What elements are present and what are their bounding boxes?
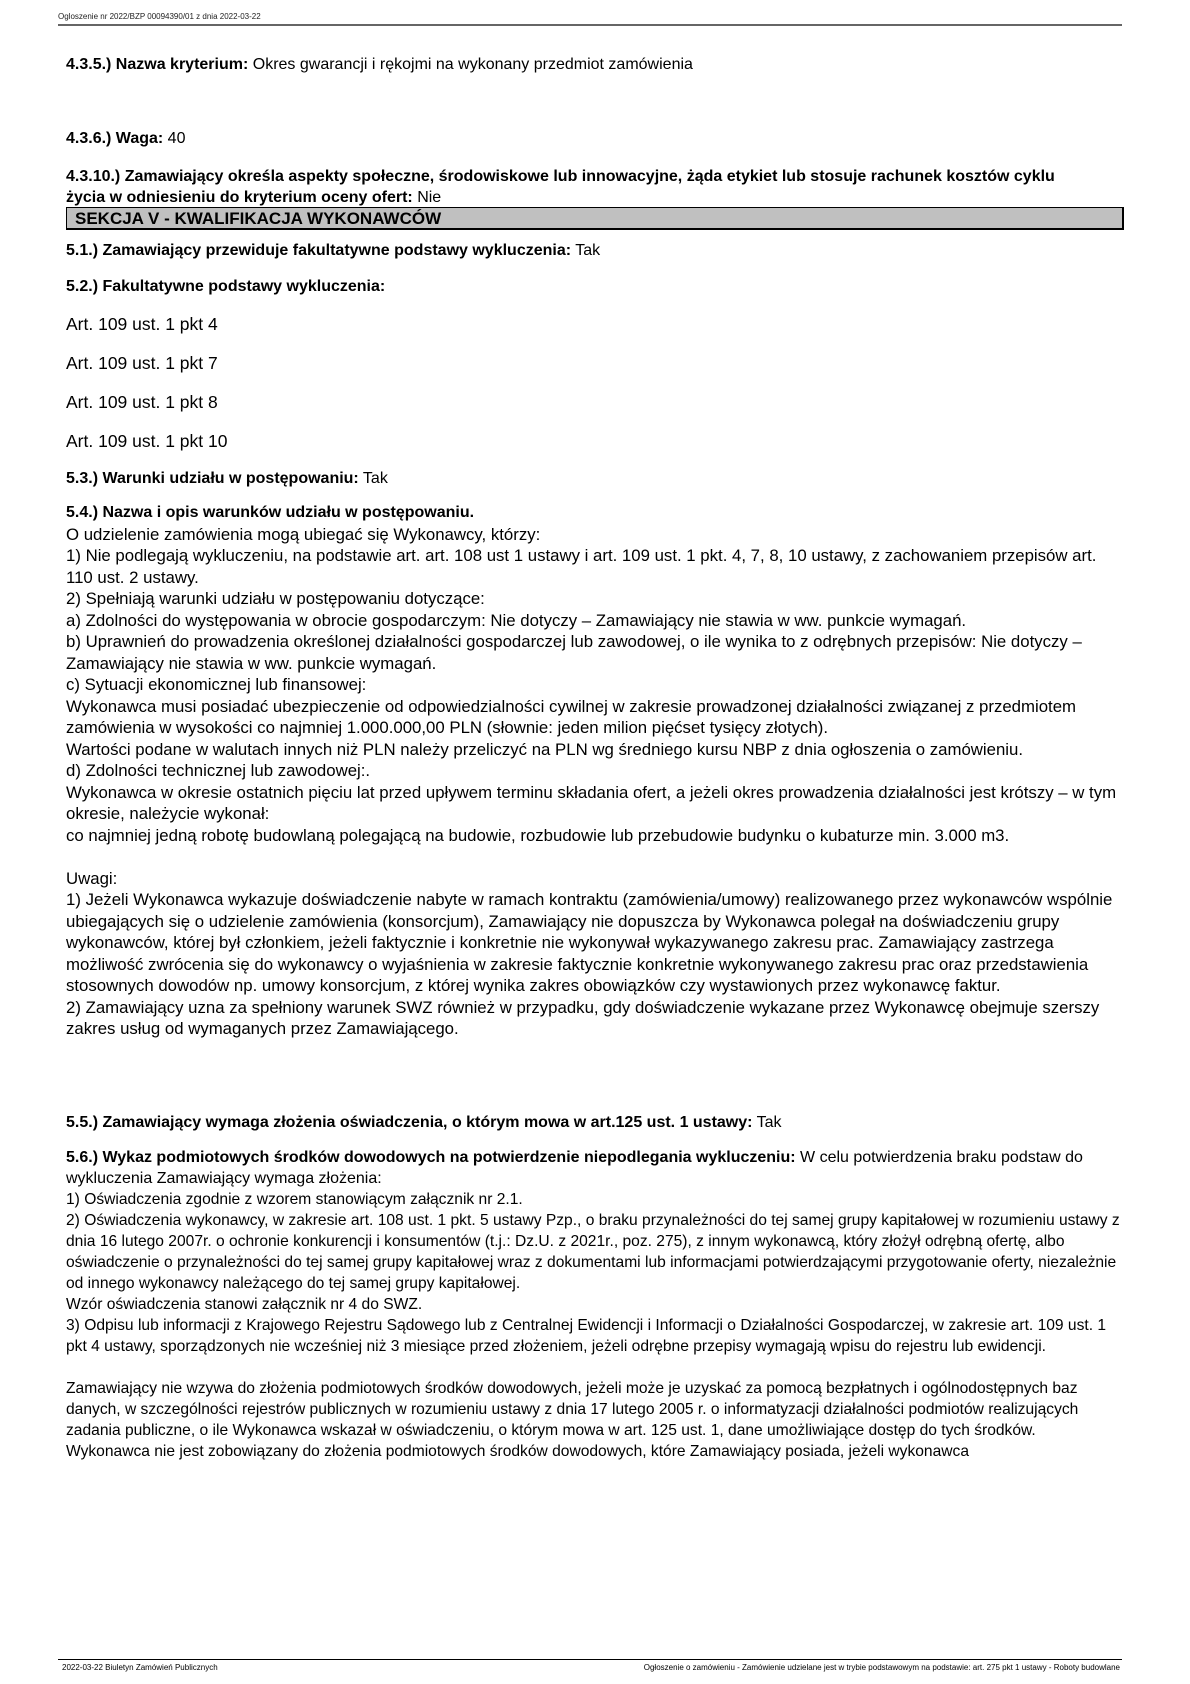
conditions-description-heading: 5.4.) Nazwa i opis warunków udziału w postępowaniu.: [66, 504, 475, 521]
header-title: Ogloszenie nr 2022/BZP 00094390/01 z dnia 2022-03-22: [58, 12, 261, 21]
note-item: 2) Zamawiający uzna za spełniony warunek SWZ również w przypadku, gdy doświadczenie wykazane przez Wykonawcę obejmuje szerszy zakres usług od wymaganych przez Zamawiającego.: [66, 997, 1100, 1038]
condition-line: d) Zdolności technicznej lub zawodowej:.: [66, 761, 371, 780]
evidence-line: 2) Oświadczenia wykonawcy, w zakresie art. 108 ust. 1 pkt. 5 ustawy Pzp., o braku przynależności do tej samej grupy kapitałowej w rozumieniu ustawy z dnia 16 lutego 2007r. o ochronie konkurencji i konsumentów (t.j.: Dz.U. z 2021r., poz. 275), z innym wykonawcą, który złożył odrębną ofertę, albo oświadczenie o przynależności do tej samej grupy kapitałowej wraz z dokumentami lub informacjami potwierdzającymi przygotowanie oferty, niezależnie od innego wykonawcy należącego do tej samej grupy kapitałowej.: [66, 1212, 1120, 1292]
declaration-label: 5.5.) Zamawiający wymaga złożenia oświadczenia, o którym mowa w art.125 ust. 1 ustawy:: [66, 1114, 753, 1131]
condition-line: b) Uprawnień do prowadzenia określonej działalności gospodarczej lub zawodowej, o ile wynika to z odrębnych przepisów: Nie dotyczy – Zamawiający nie stawia w ww. punkcie wymagań.: [66, 632, 1082, 673]
exclusion-grounds-heading: [66, 276, 1126, 297]
exclusion-ground-item: Art. 109 ust. 1 pkt 8: [66, 392, 218, 412]
condition-line: 2) Spełniają warunki udziału w postępowaniu dotyczące:: [66, 589, 485, 608]
exclusion-grounds-label: 5.2.) Fakultatywne podstawy wykluczenia:: [66, 278, 386, 295]
page-footer: [58, 1659, 1122, 1680]
aspects-value: Nie: [412, 189, 442, 206]
evidence-list: [66, 1147, 1126, 1462]
evidence-label: 5.6.) Wykaz podmiotowych środków dowodowych na potwierdzenie niepodlegania wykluczeniu:: [66, 1149, 796, 1166]
participation-conditions-label: 5.3.) Warunki udziału w postępowaniu:: [66, 470, 359, 487]
note-item: 1) Jeżeli Wykonawca wykazuje doświadczenie nabyte w ramach kontraktu (zamówienia/umowy) realizowanego przez wykonawców wspólnie ubiegających się o udzielenie zamówienia (konsorcjum), Zamawiający nie dopuszcza by Wykonawca polegał na doświadczeniu grupy wykonawców, której był członkiem, jeżeli faktycznie i konkretnie nie wykonywał wykazywanego zakresu prac. Zamawiający zastrzega możliwość zwrócenia się do wykonawcy o wyjaśnienia w zakresie faktycznie konkretnie wykonywanego zakresu prac oraz przedstawienia stosownych dowodów np. umowy konsorcjum, z której wynika zakres obowiązków czy wystawionych przez wykonawcę faktur.: [66, 890, 1113, 995]
evidence-intro: [66, 1147, 1126, 1189]
conditions-description: [66, 502, 1126, 1040]
declaration-value: Tak: [752, 1114, 782, 1131]
participation-conditions-field: [66, 468, 1126, 489]
condition-line: c) Sytuacji ekonomicznej lub finansowej:: [66, 675, 367, 694]
weight-label: 4.3.6.) Waga:: [66, 130, 164, 147]
condition-line: Wykonawca w okresie ostatnich pięciu lat przed upływem terminu składania ofert, a jeżeli okres prowadzenia działalności jest krótszy – w tym okresie, należycie wykonał:: [66, 782, 1117, 823]
evidence-line: Wzór oświadczenia stanowi załącznik nr 4 do SWZ.: [66, 1296, 423, 1313]
weight-field: [66, 128, 1126, 149]
evidence-intro-text: W celu potwierdzenia braku podstaw do wykluczenia Zamawiający wymaga złożenia:: [66, 1149, 1083, 1187]
criterion-value: Okres gwarancji i rękojmi na wykonany przedmiot zamówienia: [248, 56, 693, 73]
weight-value: 40: [163, 130, 186, 147]
optional-exclusion-field: [66, 240, 1126, 261]
section-header: [66, 207, 1124, 230]
exclusion-ground-item: Art. 109 ust. 1 pkt 7: [66, 353, 218, 373]
footer-right: Ogłoszenie o zamówieniu - Zamówienie udzielane jest w trybie podstawowym na podstawie: art. 275 pkt 1 ustawy - Roboty budowlane: [643, 1663, 1120, 1672]
evidence-line: 3) Odpisu lub informacji z Krajowego Rejestru Sądowego lub z Centralnej Ewidencji i Informacji o Działalności Gospodarczej, w zakresie art. 109 ust. 1 pkt 4 ustawy, sporządzonych nie wcześniej niż 3 miesiące przed złożeniem, jeżeli odrębne przepisy wymagają wpisu do rejestru lub ewidencji.: [66, 1317, 1107, 1355]
condition-line: Wykonawca musi posiadać ubezpieczenie od odpowiedzialności cywilnej w zakresie prowadzonej działalności związanej z przedmiotem zamówienia w wysokości co najmniej 1.000.000,00 PLN (słownie: jeden milion pięćset tysięcy złotych).: [66, 696, 1077, 737]
condition-line: 1) Nie podlegają wykluczeniu, na podstawie art. art. 108 ust 1 ustawy i art. 109 ust. 1 pkt. 4, 7, 8, 10 ustawy, z zachowaniem przepisów art. 110 ust. 2 ustawy.: [66, 546, 1097, 587]
section-title: SEKCJA V - KWALIFIKACJA WYKONAWCÓW: [75, 209, 442, 228]
evidence-paragraph: Wykonawca nie jest zobowiązany do złożenia podmiotowych środków dowodowych, które Zamawiający posiada, jeżeli wykonawca: [66, 1443, 970, 1460]
exclusion-ground-item: Art. 109 ust. 1 pkt 4: [66, 314, 218, 334]
aspects-label: 4.3.10.) Zamawiający określa aspekty społeczne, środowiskowe lub innowacyjne, żąda etykiet lub stosuje rachunek kosztów cyklu życia w odniesieniu do kryterium oceny ofert:: [66, 168, 1055, 206]
evidence-line: 1) Oświadczenia zgodnie z wzorem stanowiącym załącznik nr 2.1.: [66, 1191, 523, 1208]
evidence-paragraph: Zamawiający nie wzywa do złożenia podmiotowych środków dowodowych, jeżeli może je uzyskać za pomocą bezpłatnych i ogólnodostępnych baz danych, w szczególności rejestrów publicznych w rozumieniu ustawy z dnia 17 lutego 2005 r. o informatyzacji działalności podmiotów realizujących zadania publiczne, o ile Wykonawca wskazał w oświadczeniu, o którym mowa w art. 125 ust. 1, dane umożliwiające dostęp do tych środków.: [66, 1380, 1079, 1439]
optional-exclusion-label: 5.1.) Zamawiający przewiduje fakultatywne podstawy wykluczenia:: [66, 242, 572, 259]
footer-left: 2022-03-22 Biuletyn Zamówień Publicznych: [62, 1663, 218, 1672]
aspects-field: [66, 166, 1066, 208]
page-header: [58, 8, 1122, 26]
condition-line: Wartości podane w walutach innych niż PLN należy przeliczyć na PLN wg średniego kursu NBP z dnia ogłoszenia o zamówieniu.: [66, 739, 1024, 759]
condition-line: a) Zdolności do występowania w obrocie gospodarczym: Nie dotyczy – Zamawiający nie stawia w ww. punkcie wymagań.: [66, 610, 967, 630]
optional-exclusion-value: Tak: [571, 242, 601, 259]
condition-line: co najmniej jedną robotę budowlaną polegającą na budowie, rozbudowie lub przebudowie budynku o kubaturze min. 3.000 m3.: [66, 825, 1010, 845]
exclusion-ground-item: Art. 109 ust. 1 pkt 10: [66, 431, 228, 451]
criterion-label: 4.3.5.) Nazwa kryterium:: [66, 56, 249, 73]
declaration-field: [66, 1112, 1126, 1133]
notes-title: Uwagi:: [66, 868, 118, 888]
condition-line: O udzielenie zamówienia mogą ubiegać się Wykonawcy, którzy:: [66, 524, 541, 544]
participation-conditions-value: Tak: [358, 470, 388, 487]
cutoff-criterion-line: [66, 56, 1126, 88]
